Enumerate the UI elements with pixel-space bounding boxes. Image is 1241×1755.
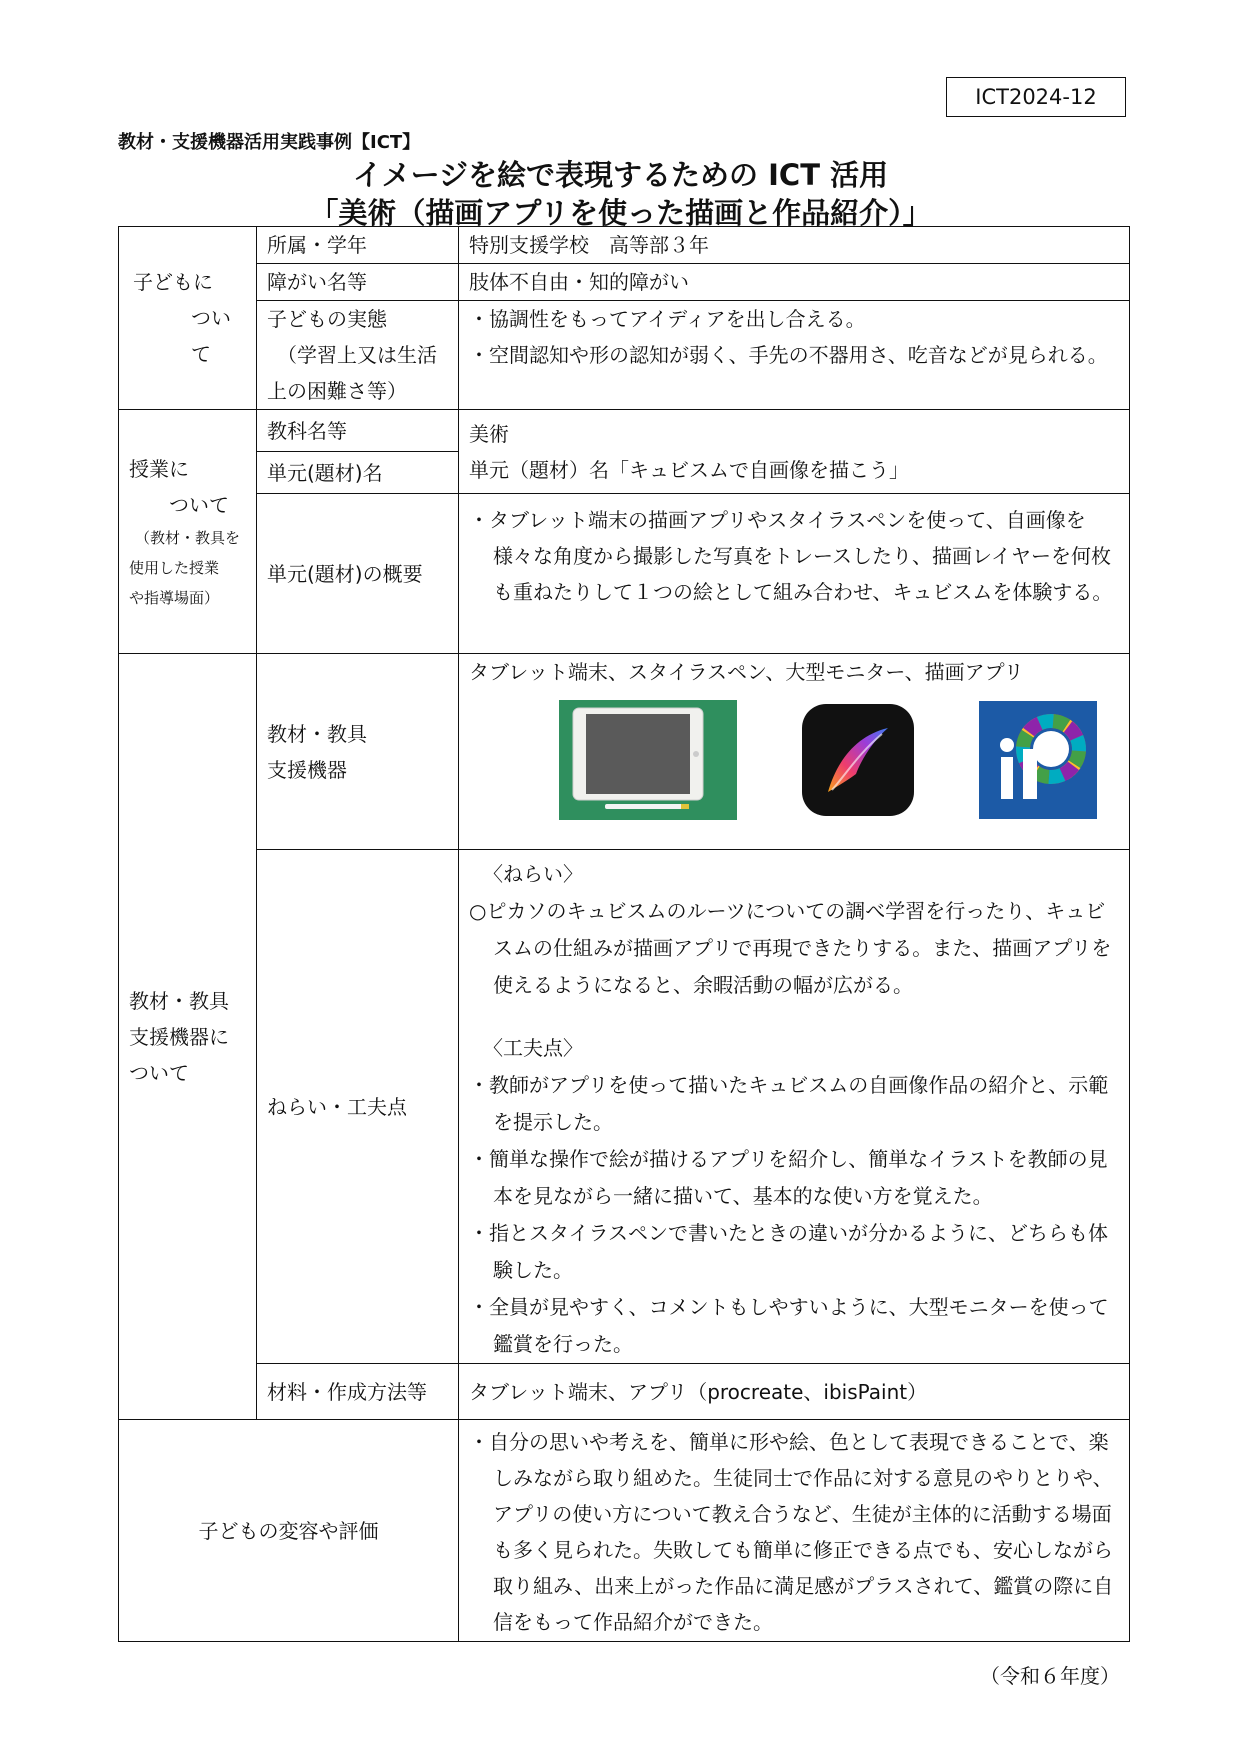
- method-label: 材料・作成方法等: [257, 1364, 459, 1420]
- tool-images: [469, 690, 1119, 830]
- section-lesson: 授業に ついて （教材・教具を 使用した授業 や指導場面）: [119, 410, 257, 654]
- unit-label: 単元(題材)名: [257, 452, 459, 494]
- method-value: タブレット端末、アプリ（procreate、ibisPaint）: [459, 1364, 1130, 1420]
- page-title: イメージを絵で表現するための ICT 活用: [352, 158, 889, 192]
- overview-value: ・タブレット端末の描画アプリやスタイラスペンを使って、自画像を様々な角度から撮影した写真をトレースしたり、描画レイヤーを何枚も重ねたりして１つの絵として組み合わせ、キュビスムを体験する。: [459, 494, 1130, 654]
- kicker-heading: 教材・支援機器活用実践事例【ICT】: [118, 132, 421, 153]
- evaluation-value: ・自分の思いや考えを、簡単に形や絵、色として表現できることで、楽しみながら取り組めた。生徒同士で作品に対する意見のやりとりや、アプリの使い方について教え合うなど、生徒が主体的に活動する場面も多く見られた。失敗しても簡単に修正できる点でも、安心しながら取り組み、出来上がった作品に満足感がプラスされて、鑑賞の際に自信をもって作品紹介ができた。: [459, 1420, 1130, 1642]
- affiliation-label: 所属・学年: [257, 227, 459, 264]
- disability-label: 障がい名等: [257, 264, 459, 301]
- status-label: 子どもの実態 （学習上又は生活 上の困難さ等）: [257, 301, 459, 410]
- aim-value: 〈ねらい〉 ○ピカソのキュビスムのルーツについての調べ学習を行ったり、キュビスムの仕組みが描画アプリで再現できたりする。また、描画アプリを使えるようになると、余暇活動の幅が広がる。 〈工夫点〉 ・教師がアプリを使って描いたキュビスムの自画像作品の紹介と、示範を提示した。 ・簡単な操作で絵が描けるアプリを紹介し、簡単なイラストを教師の見本を見ながら一緒に描いて、基本的な使い方を覚えた。 ・指とスタイラスペンで書いたときの違いが分かるように、どちらも体験した。 ・全員が見やすく、コメントもしやすいように、大型モニターを使って鑑賞を行った。: [459, 850, 1130, 1364]
- affiliation-value: 特別支援学校 高等部３年: [459, 227, 1130, 264]
- tablet-photo-icon: [559, 700, 737, 820]
- aim-label: ねらい・工夫点: [257, 850, 459, 1364]
- page-subtitle: 「美術（描画アプリを使った描画と作品紹介）」: [309, 196, 932, 230]
- procreate-icon: [802, 704, 914, 816]
- status-value: ・協調性をもってアイディアを出し合える。 ・空間認知や形の認知が弱く、手先の不器用さ、吃音などが見られる。: [459, 301, 1130, 410]
- evaluation-label: 子どもの変容や評価: [119, 1420, 459, 1642]
- tools-label: 教材・教具 支援機器: [257, 654, 459, 850]
- overview-label: 単元(題材)の概要: [257, 494, 459, 654]
- subject-unit-value: 美術 単元（題材）名「キュビスムで自画像を描こう」: [459, 410, 1130, 494]
- footer-year: （令和６年度）: [980, 1664, 1120, 1688]
- case-table: [118, 226, 1130, 1642]
- subject-label: 教科名等: [257, 410, 459, 452]
- section-materials: 教材・教具 支援機器に ついて: [119, 654, 257, 1420]
- document-id: ICT2024-12: [946, 77, 1126, 117]
- disability-value: 肢体不自由・知的障がい: [459, 264, 1130, 301]
- tools-value: タブレット端末、スタイラスペン、大型モニター、描画アプリ: [459, 654, 1130, 850]
- ibispaint-icon: [979, 701, 1097, 819]
- section-child: 子どもに ついて: [119, 227, 257, 410]
